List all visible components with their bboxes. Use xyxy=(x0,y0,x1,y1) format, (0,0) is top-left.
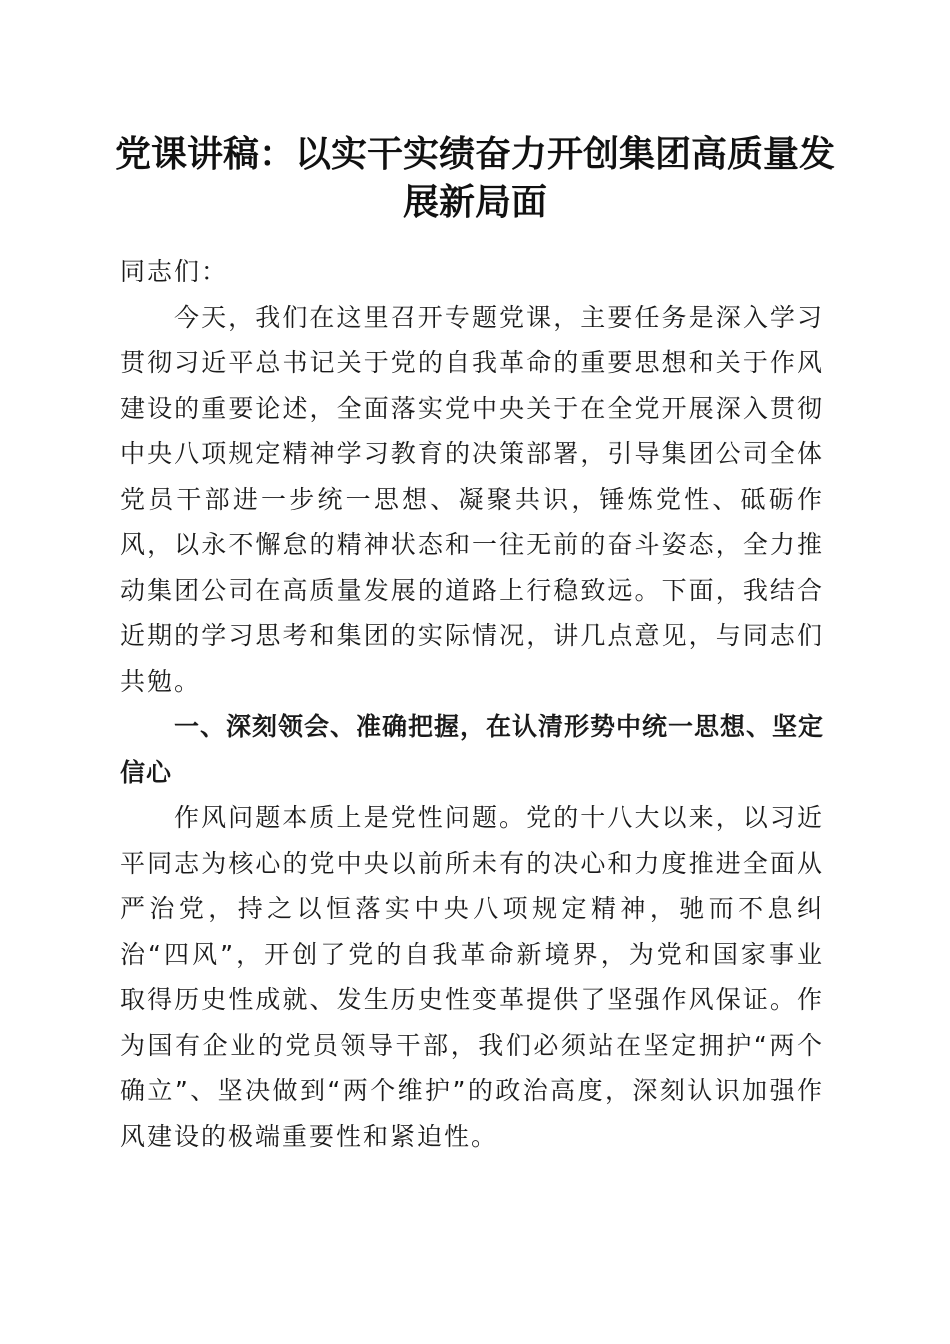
salutation: 同志们： xyxy=(120,257,229,286)
document-title: 党课讲稿：以实干实绩奋力开创集团高质量发展新局面 xyxy=(114,133,835,223)
paragraph-intro: 今天，我们在这里召开专题党课，主要任务是深入学习贯彻习近平总书记关于党的自我革命的重要思想和关于作风建设的重要论述，全面落实党中央关于在全党开展深入贯彻中央八项规定精神学习教育的决策部署，引导集团公司全体党员干部进一步统一思想、凝聚共识，锤炼党性、砥砺作风，以永不懈怠的精神状态和一往无前的奋斗姿态，全力推动集团公司在高质量发展的道路上行稳致远。下面，我结合近期的学习思考和集团的实际情况，讲几点意见，与同志们共勉。 xyxy=(120,302,824,696)
paragraph-section-one: 作风问题本质上是党性问题。党的十八大以来，以习近平同志为核心的党中央以前所未有的决心和力度推进全面从严治党，持之以恒落实中央八项规定精神，驰而不息纠治“四风”，开创了党的自我革命新境界，为党和国家事业取得历史性成就、发生历史性变革提供了坚强作风保证。作为国有企业的党员领导干部，我们必须站在坚定拥护“两个确立”、坚决做到“两个维护”的政治高度，深刻认识加强作风建设的极端重要性和紧迫性。 xyxy=(120,803,824,1151)
document-body xyxy=(120,249,824,1159)
section-heading: 一、深刻领会、准确把握，在认清形势中统一思想、坚定信心 xyxy=(120,712,825,787)
